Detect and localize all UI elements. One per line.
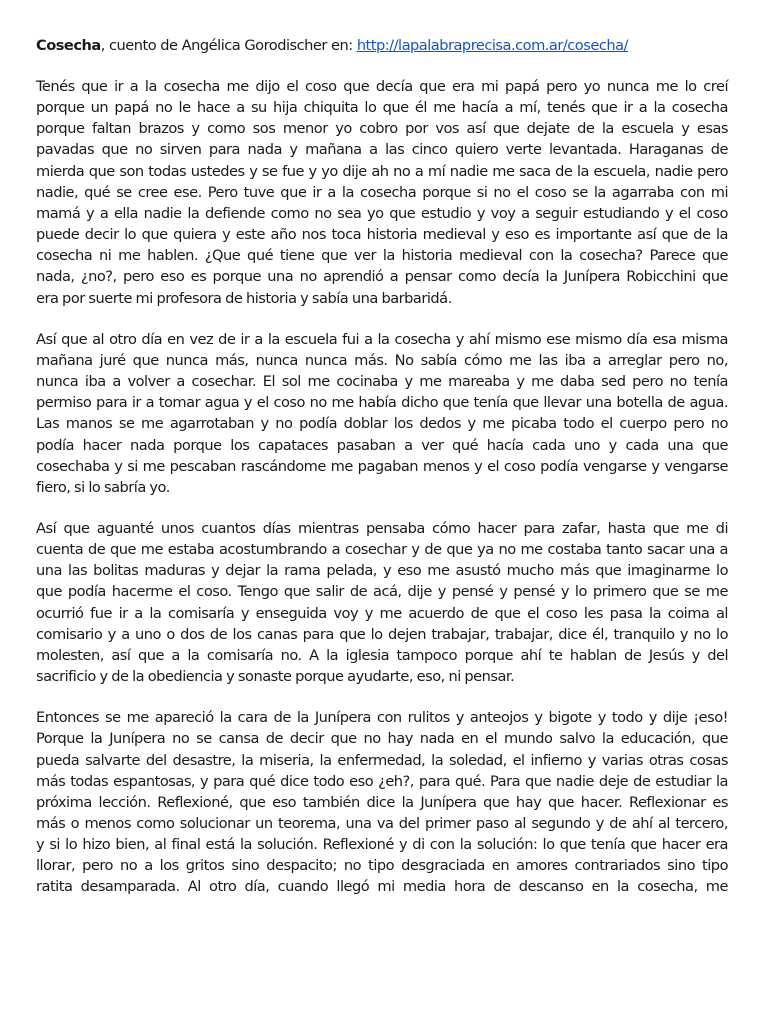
story-paragraph [36,518,728,687]
paragraph-line: era por suerte mi profesora de historia y sabía una barbaridá. [36,289,452,307]
paragraph-line: cuenta de que me estaba acostumbrando a cosechar y de que ya no me costaba tanto sacar una a [36,541,728,559]
paragraph-line: pavadas que no sirven para nada y mañana a las cinco quiero verte levantada. Haraganas de [36,141,728,159]
paragraph-line: permiso para ir a tomar agua y el coso no me había dicho que tenía que llevar una botella de agua. [36,394,728,412]
story-title: Cosecha [36,37,101,54]
paragraph-line: nadie, qué se cree ese. Pero tuve que ir a la cosecha porque si no el coso se la agarraba con mi [36,183,728,201]
paragraph-line: más o menos como solucionar un teorema, una va del primer paso al segundo y de ahí al tercero, [36,815,728,832]
paragraph-line: Porque la Junípera no se cansa de decir que no hay nada en el mundo salvo la educación, que [36,730,728,748]
source-link[interactable]: http://lapalabraprecisa.com.ar/cosecha/ [356,37,628,54]
paragraph-line: próxima lección. Reflexioné, que eso también dice la Junípera que hay que hacer. Reflexionar es [36,793,728,811]
paragraph-line: que podía hacerme el coso. Tengo que salir de acá, dije y pensé y pensé y lo primero que se me [36,583,728,601]
paragraph-line: pueda salvarte del desastre, la miseria, la enfermedad, la soledad, el infierno y varias otras cosas [36,751,728,769]
story-attribution: , cuento de Angélica Gorodischer en: [100,37,357,54]
paragraph-line: cosechaba y si me pescaban rascándome me pagaban menos y el coso podía vengarse y vengarse [36,457,728,475]
document-heading [36,35,728,56]
paragraph-line: Así que aguanté unos cuantos días mientras pensaba cómo hacer para zafar, hasta que me di [36,519,728,537]
paragraph-line: mañana juré que nunca más, nunca nunca más. No sabía cómo me las iba a arreglar pero no, [36,351,728,369]
paragraph-line: nada, ¿no?, pero eso es porque una no aprendió a pensar como decía la Junípera Robicchini que [36,268,728,286]
paragraph-line: porque un papá no le hace a su hija chiquita lo que él me hacía a mí, tenés que ir a la cosecha [36,99,728,117]
paragraph-line: ratita desamparada. Al otro día, cuando llegó mi media hora de descanso en la cosecha, me [36,878,728,896]
paragraph-line: molesten, así que a la comisaría no. A la iglesia tampoco porque ahí te hablan de Jesús y del [36,646,728,664]
paragraph-line: porque faltan brazos y como sos menor yo cobro por vos así que dejate de la escuela y esas [36,120,728,138]
paragraph-line: mierda que son todas ustedes y se fue y yo dije ah no a mí nadie me saca de la escuela, nadie pero [36,162,728,180]
story-paragraph [36,707,728,897]
paragraph-line: más todas espantosas, y para qué dice todo eso ¿eh?, para qué. Para que nadie deje de estudiar la [36,772,728,790]
paragraph-line: puede decir lo que quiera y este año nos toca historia medieval y eso es importante así que de la [36,226,728,244]
paragraph-line: nunca iba a volver a cosechar. El sol me cocinaba y me mareaba y me daba sed pero no tenía [36,373,728,391]
document-page [36,35,728,918]
story-paragraph [36,76,728,309]
paragraph-line: ocurrió fue ir a la comisaría y enseguida voy y me acuerdo de que el coso les pasa la coima al [36,604,728,622]
paragraph-line: Entonces se me apareció la cara de la Junípera con rulitos y anteojos y bigote y todo y dije ¡eso! [36,709,728,727]
paragraph-line: Las manos se me agarrotaban y no podía doblar los dedos y me picaba todo el cuerpo pero no [36,415,728,433]
paragraph-line: y si lo hizo bien, al final está la solución. Reflexioné y di con la solución: lo que tenía que hacer era [36,836,728,854]
story-paragraph [36,329,728,498]
paragraph-line: Tenés que ir a la cosecha me dijo el coso que decía que era mi papá pero yo nunca me lo creí [36,78,728,95]
paragraph-line: Así que al otro día en vez de ir a la escuela fui a la cosecha y ahí mismo ese mismo día esa misma [36,330,728,348]
paragraph-line: cosecha ni me hablen. ¿Que qué tiene que ver la historia medieval con la cosecha? Parece que [36,247,728,265]
paragraph-line: llorar, pero no a los gritos sino despacito; no tipo desgraciada en amores contrariados sino tipo [36,857,728,875]
paragraph-line: comisario y a uno o dos de los canas para que lo dejen trabajar, trabajar, dice él, tranquilo y no lo [36,625,728,643]
story-body [36,76,728,898]
paragraph-line: mamá y a ella nadie la defiende como no sea yo que estudio y voy a seguir estudiando y el coso [36,204,728,222]
paragraph-line: sacrificio y de la obediencia y sonaste porque ayudarte, eso, ni pensar. [36,668,515,686]
paragraph-line: podía hacer nada porque los capataces pasaban a ver qué hacía cada uno y cada una que [36,436,728,454]
paragraph-line: fiero, si lo sabría yo. [36,478,170,496]
paragraph-line: una las bolitas maduras y dejar la rama pelada, y eso me asustó mucho más que imaginarme lo [36,562,728,580]
